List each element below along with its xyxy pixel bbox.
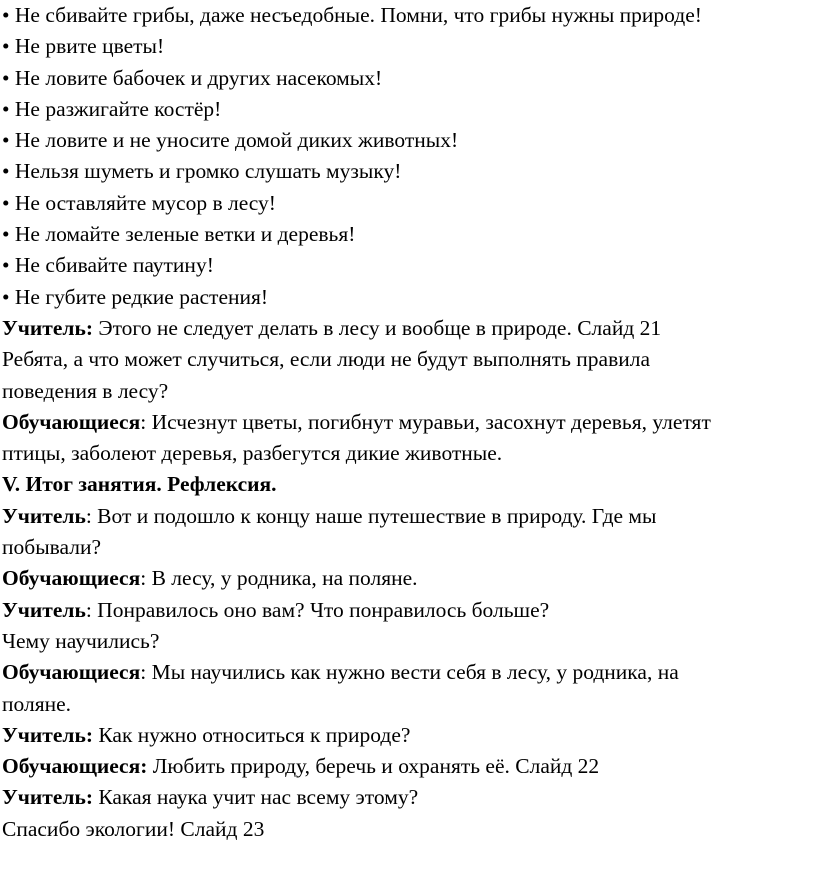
speech-text: Чему научились? [2,628,160,653]
speaker-label: Учитель: [2,785,93,810]
speech-text: Спасибо экологии! Слайд 23 [2,816,265,841]
dialogue-teacher-line [2,313,814,344]
rule-item: • Не сбивайте грибы, даже несъедобные. Помни, что грибы нужны природе! [2,3,702,27]
speaker-label: Учитель [2,503,86,528]
speech-text: : Исчезнут цветы, погибнут муравьи, засохнут деревья, улетят [140,409,711,434]
speech-text: Этого не следует делать в лесу и вообще в природе. Слайд 21 [93,315,662,340]
section-heading: V. Итог занятия. Рефлексия. [2,472,277,497]
rule-item: • Не губите редкие растения! [2,284,269,309]
speaker-label: Обучающиеся [2,409,141,434]
speech-text: : В лесу, у родника, на поляне. [140,566,418,591]
rule-item: • Не оставляйте мусор в лесу! [2,190,276,215]
speech-text: Любить природу, беречь и охранять её. Слайд 22 [147,754,600,779]
speech-text: птицы, заболеют деревья, разбегутся дикие животные. [2,441,503,466]
speech-text: : Мы научились как нужно вести себя в лесу, у родника, на [140,660,679,685]
dialogue-teacher-line [2,501,814,532]
speaker-label: Обучающиеся [2,660,141,685]
dialogue-teacher-line [2,782,814,813]
rule-item: • Не разжигайте костёр! [2,96,222,121]
speaker-label: Обучающиеся: [2,754,148,779]
speech-text: Как нужно относиться к природе? [93,722,411,747]
dialogue-students-line [2,751,814,782]
speaker-label: Обучающиеся [2,566,141,591]
speech-text: : Вот и подошло к концу наше путешествие в природу. Где мы [85,503,657,528]
document-body [2,0,814,845]
speaker-label: Учитель: [2,315,93,340]
speech-text: поляне. [2,691,72,716]
rule-item: • Не ловите и не уносите домой диких животных! [2,128,459,153]
speaker-label: Учитель [2,597,86,622]
dialogue-teacher-line [2,720,814,751]
speech-text: поведения в лесу? [2,378,169,403]
speech-text: Какая наука учит нас всему этому? [93,785,419,810]
rule-item: • Не ловите бабочек и других насекомых! [2,65,383,90]
rule-item: • Не рвите цветы! [2,34,165,59]
speech-text: побывали? [2,535,102,560]
rule-item: • Нельзя шуметь и громко слушать музыку! [2,159,402,184]
dialogue-students-line [2,657,814,688]
rule-item: • Не ломайте зеленые ветки и деревья! [2,222,356,247]
dialogue-students-line [2,563,814,594]
rule-item: • Не сбивайте паутину! [2,253,214,278]
dialogue-students-line [2,407,814,438]
dialogue-teacher-line [2,595,814,626]
speaker-label: Учитель: [2,722,93,747]
speech-text: : Понравилось оно вам? Что понравилось больше? [85,597,550,622]
speech-text: Ребята, а что может случиться, если люди не будут выполнять правила [2,347,651,372]
